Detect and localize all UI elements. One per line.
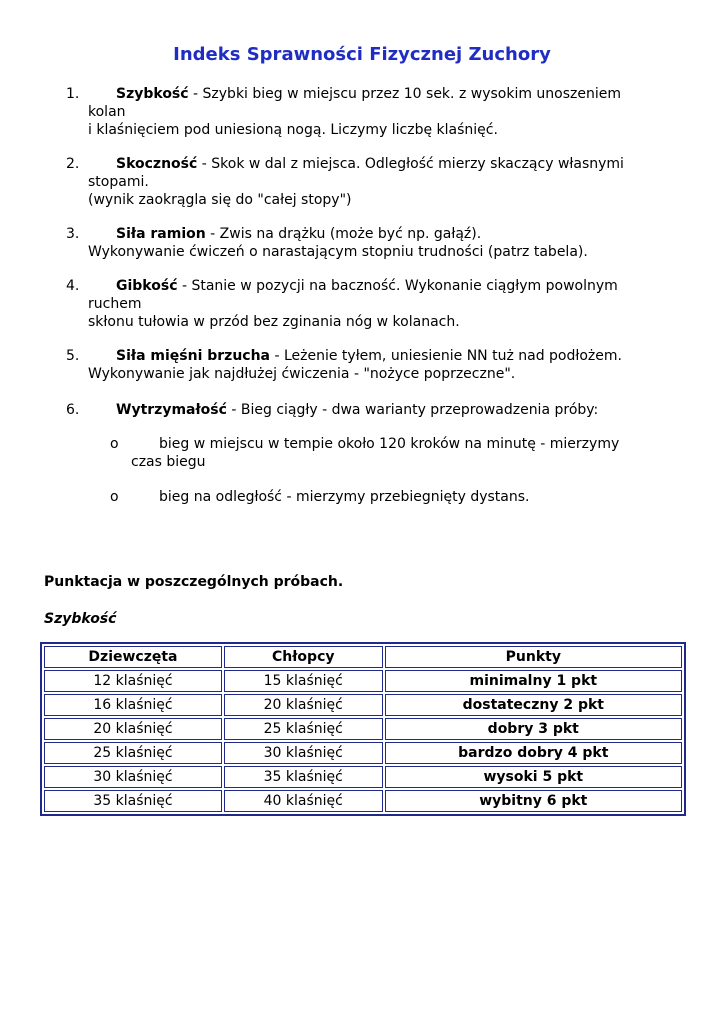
- item-heading: Wytrzymałość: [116, 402, 227, 418]
- column-header: Chłopcy: [224, 646, 383, 668]
- table-cell: 35 klaśnięć: [44, 790, 222, 812]
- item-heading: Szybkość: [116, 86, 189, 102]
- item-text: i klaśnięciem pod uniesioną nogą. Liczymy liczbę klaśnięć.: [88, 122, 498, 138]
- sub-list-item: [110, 435, 619, 471]
- bullet-icon: o: [110, 489, 119, 505]
- table-cell: 25 klaśnięć: [44, 742, 222, 764]
- list-item: [66, 85, 621, 139]
- column-header: Dziewczęta: [44, 646, 222, 668]
- sub-item-text: czas biegu: [131, 454, 206, 470]
- table-cell: minimalny 1 pkt: [385, 670, 682, 692]
- sub-list-item: [110, 488, 530, 506]
- table-cell: dobry 3 pkt: [385, 718, 682, 740]
- item-text: skłonu tułowia w przód bez zginania nóg w kolanach.: [88, 314, 460, 330]
- item-text: stopami.: [88, 174, 149, 190]
- item-number: 5.: [66, 348, 80, 364]
- item-heading: Siła ramion: [116, 226, 206, 242]
- column-header: Punkty: [385, 646, 682, 668]
- item-text: (wynik zaokrągla się do "całej stopy"): [88, 192, 352, 208]
- item-heading: Skoczność: [116, 156, 198, 172]
- table-cell: 15 klaśnięć: [224, 670, 383, 692]
- table-cell: dostateczny 2 pkt: [385, 694, 682, 716]
- item-number: 6.: [66, 402, 80, 418]
- item-text: kolan: [88, 104, 126, 120]
- table-cell: 25 klaśnięć: [224, 718, 383, 740]
- table-row: [44, 718, 682, 740]
- list-item: [66, 347, 622, 383]
- item-text: - Stanie w pozycji na baczność. Wykonanie ciągłym powolnym: [177, 278, 618, 294]
- table-cell: 12 klaśnięć: [44, 670, 222, 692]
- table-cell: 30 klaśnięć: [44, 766, 222, 788]
- table-cell: wysoki 5 pkt: [385, 766, 682, 788]
- table-cell: bardzo dobry 4 pkt: [385, 742, 682, 764]
- item-text: - Zwis na drążku (może być np. gałąź).: [205, 226, 482, 242]
- table-cell: 30 klaśnięć: [224, 742, 383, 764]
- table-cell: 20 klaśnięć: [224, 694, 383, 716]
- table-cell: 20 klaśnięć: [44, 718, 222, 740]
- list-item: [66, 225, 588, 261]
- subsection-title: Szybkość: [44, 611, 117, 627]
- page-title: Indeks Sprawności Fizycznej Zuchory: [173, 44, 551, 65]
- table-cell: 16 klaśnięć: [44, 694, 222, 716]
- table-row: [44, 694, 682, 716]
- item-text: Wykonywanie ćwiczeń o narastającym stopniu trudności (patrz tabela).: [88, 244, 588, 260]
- item-text: - Szybki bieg w miejscu przez 10 sek. z wysokim unoszeniem: [188, 86, 621, 102]
- list-item: [66, 401, 598, 419]
- list-item: [66, 277, 618, 331]
- item-text: Wykonywanie jak najdłużej ćwiczenia - "nożyce poprzeczne".: [88, 366, 516, 382]
- sub-item-text: bieg na odległość - mierzymy przebiegnięty dystans.: [159, 489, 530, 505]
- table-row: [44, 790, 682, 812]
- item-text: - Bieg ciągły - dwa warianty przeprowadzenia próby:: [226, 402, 599, 418]
- item-text: - Leżenie tyłem, uniesienie NN tuż nad podłożem.: [270, 348, 622, 364]
- sub-item-text: bieg w miejscu w tempie około 120 kroków na minutę - mierzymy: [159, 436, 620, 452]
- table-row: [44, 742, 682, 764]
- table-row: [44, 766, 682, 788]
- item-number: 4.: [66, 278, 80, 294]
- list-item: [66, 155, 624, 209]
- item-text: - Skok w dal z miejsca. Odległość mierzy skaczący własnymi: [197, 156, 624, 172]
- section-title: Punktacja w poszczególnych próbach.: [44, 574, 344, 590]
- bullet-icon: o: [110, 436, 119, 452]
- item-heading: Siła mięśni brzucha: [116, 348, 271, 364]
- score-table: [40, 642, 686, 816]
- item-number: 3.: [66, 226, 80, 242]
- table-row: [44, 670, 682, 692]
- table-header-row: [44, 646, 682, 668]
- table-cell: wybitny 6 pkt: [385, 790, 682, 812]
- item-number: 1.: [66, 86, 80, 102]
- table-cell: 35 klaśnięć: [224, 766, 383, 788]
- item-number: 2.: [66, 156, 80, 172]
- table-cell: 40 klaśnięć: [224, 790, 383, 812]
- item-heading: Gibkość: [116, 278, 178, 294]
- item-text: ruchem: [88, 296, 142, 312]
